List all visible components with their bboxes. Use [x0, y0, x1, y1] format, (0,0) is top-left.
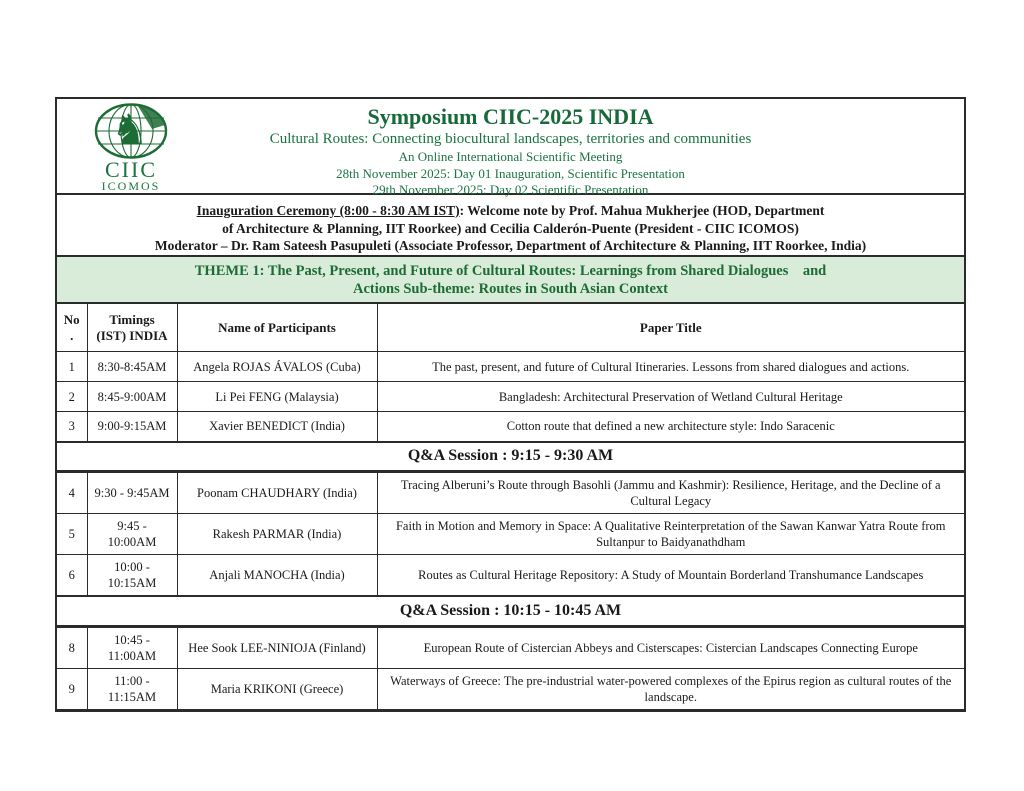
row-4-title: Tracing Alberuni’s Route through Basohli (Jammu and Kashmir): Resilience, Heritage, and the Decline of a Cultural Legacy [377, 472, 964, 514]
inauguration-ceremony-label: Inauguration Ceremony (8:00 - 8:30 AM IST) [196, 203, 460, 218]
row-8-name: Hee Sook LEE-NINIOJA (Finland) [177, 626, 377, 668]
row-3-no: 3 [57, 412, 87, 442]
table-row [57, 514, 964, 555]
qa-session-label: Q&A Session : 9:15 - 9:30 AM [57, 442, 964, 472]
header-section [57, 99, 964, 195]
meeting-type-line: An Online International Scientific Meeting [398, 149, 623, 164]
table-row [57, 626, 964, 668]
globe-icon [94, 103, 168, 159]
row-3-title: Cotton route that defined a new architecture style: Indo Saracenic [377, 412, 964, 442]
inauguration-line1 [57, 202, 964, 220]
schedule-table-body [57, 352, 964, 710]
row-2-title: Bangladesh: Architectural Preservation of Wetland Cultural Heritage [377, 382, 964, 412]
theme-line1: THEME 1: The Past, Present, and Future of Cultural Routes: Learnings from Shared Dialogues and [194, 263, 827, 279]
theme-banner [57, 257, 964, 303]
row-9-timing: 11:00 - 11:15AM [87, 668, 177, 709]
row-5-title: Faith in Motion and Memory in Space: A Qualitative Reinterpretation of the Sawan Kanwar Yatra Route from Sultanpur to Baidyanathdham [377, 514, 964, 555]
inauguration-line2: of Architecture & Planning, IIT Roorkee) and Cecilia Calderón-Puente (President - CIIC ICOMOS) [222, 220, 799, 236]
table-row [57, 352, 964, 382]
symposium-title: Symposium CIIC-2025 INDIA [367, 104, 654, 129]
logo-text-ciic: CIIC [105, 157, 157, 182]
header-timings: Timings (IST) INDIA [87, 304, 177, 352]
inauguration-line3: Moderator – Dr. Ram Sateesh Pasupuleti (Associate Professor, Department of Architecture & Planning, IIT Roorkee, India) [154, 238, 867, 253]
table-row [57, 668, 964, 709]
table-row [57, 472, 964, 514]
row-6-title: Routes as Cultural Heritage Repository: A Study of Mountain Borderland Transhumance Landscapes [377, 555, 964, 597]
row-3-name: Xavier BENEDICT (India) [177, 412, 377, 442]
header-no: No. [57, 304, 87, 352]
header-paper-title: Paper Title [377, 304, 964, 352]
row-2-name: Li Pei FENG (Malaysia) [177, 382, 377, 412]
schedule-table [57, 303, 964, 710]
row-1-timing: 8:30-8:45AM [87, 352, 177, 382]
row-6-name: Anjali MANOCHA (India) [177, 555, 377, 597]
table-row [57, 412, 964, 442]
row-1-name: Angela ROJAS ÁVALOS (Cuba) [177, 352, 377, 382]
row-8-title: European Route of Cistercian Abbeys and Cisterscapes: Cistercian Landscapes Connecting Europe [377, 626, 964, 668]
ciic-icomos-logo [71, 103, 191, 193]
row-2-timing: 8:45-9:00AM [87, 382, 177, 412]
qa-session-label: Q&A Session : 10:15 - 10:45 AM [57, 596, 964, 626]
day2-line: 29th November 2025: Day 02 Scientific Presentation [372, 182, 649, 197]
inauguration-line1-rest: : Welcome note by Prof. Mahua Mukherjee (HOD, Department [459, 203, 825, 218]
row-4-name: Poonam CHAUDHARY (India) [177, 472, 377, 514]
row-3-timing: 9:00-9:15AM [87, 412, 177, 442]
qa-session-row [57, 596, 964, 626]
row-1-no: 1 [57, 352, 87, 382]
row-6-timing: 10:00 - 10:15AM [87, 555, 177, 597]
table-row [57, 555, 964, 597]
row-5-no: 5 [57, 514, 87, 555]
logo-text-icomos: ICOMOS [101, 179, 161, 193]
inauguration-section [57, 195, 964, 257]
row-9-name: Maria KRIKONI (Greece) [177, 668, 377, 709]
table-row [57, 382, 964, 412]
row-5-name: Rakesh PARMAR (India) [177, 514, 377, 555]
row-4-no: 4 [57, 472, 87, 514]
symposium-subtitle: Cultural Routes: Connecting biocultural landscapes, territories and communities [269, 131, 752, 147]
header-participants: Name of Participants [177, 304, 377, 352]
row-8-no: 8 [57, 626, 87, 668]
row-5-timing: 9:45 - 10:00AM [87, 514, 177, 555]
row-1-title: The past, present, and future of Cultural Itineraries. Lessons from shared dialogues and actions. [377, 352, 964, 382]
row-9-title: Waterways of Greece: The pre-industrial water-powered complexes of the Epirus region as cultural routes of the landscape. [377, 668, 964, 709]
row-4-timing: 9:30 - 9:45AM [87, 472, 177, 514]
theme-line2: Actions Sub-theme: Routes in South Asian Context [352, 281, 668, 297]
row-8-timing: 10:45 - 11:00AM [87, 626, 177, 668]
symposium-document [55, 97, 966, 712]
table-header-row [57, 304, 964, 352]
row-2-no: 2 [57, 382, 87, 412]
horse-icon: ♞ [111, 105, 149, 154]
row-6-no: 6 [57, 555, 87, 597]
day1-line: 28th November 2025: Day 01 Inauguration, Scientific Presentation [336, 165, 685, 181]
row-9-no: 9 [57, 668, 87, 709]
qa-session-row [57, 442, 964, 472]
